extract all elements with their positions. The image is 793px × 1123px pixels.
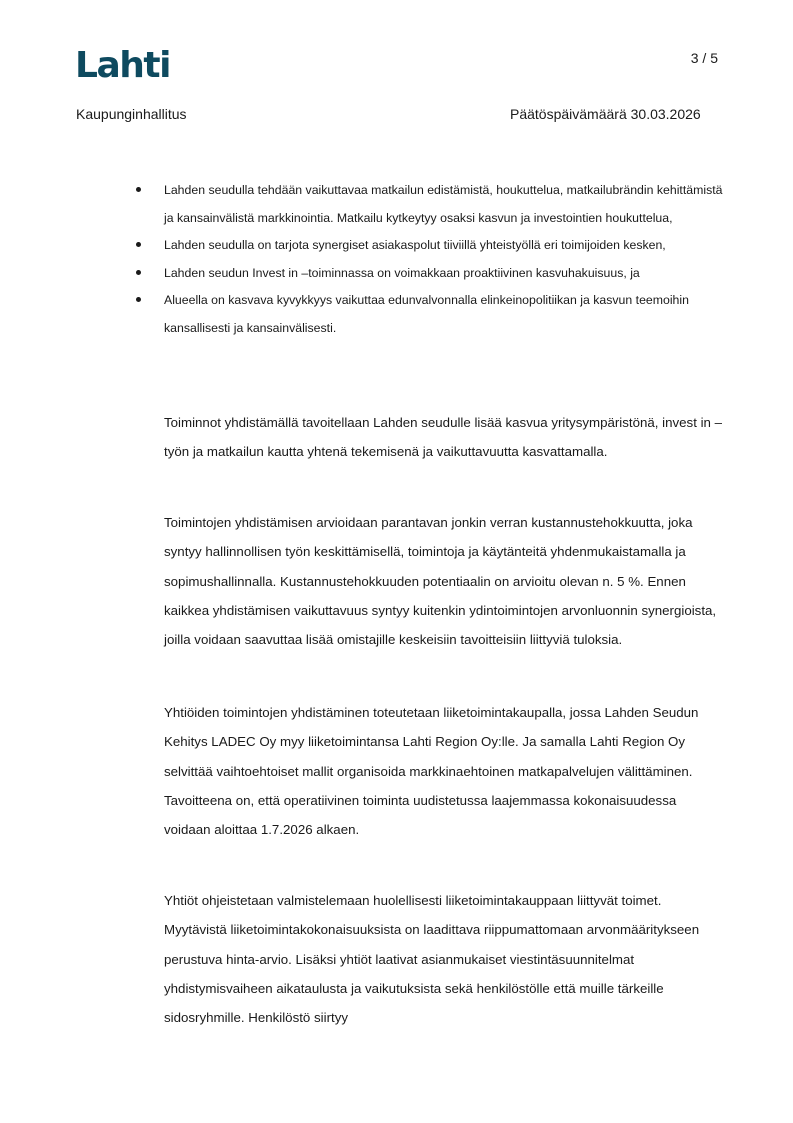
body-paragraph: Yhtiöiden toimintojen yhdistäminen toteutetaan liiketoimintakaupalla, jossa Lahden Seudun Kehitys LADEC Oy myy liiketoimintansa Lahti Region Oy:lle. Ja samalla Lahti Region Oy selvittää vaihtoehtoiset mallit organisoida markkinaehtoinen matkapalvelujen välittäminen. Tavoitteena on, että operatiivinen toiminta uudistetussa laajemmassa kokonaisuudessa voidaan aloittaa 1.7.2026 alkaen. [164,705,699,838]
lahti-logo: Lahti [75,45,170,86]
bullet-item: Alueella on kasvava kyvykkyys vaikuttaa edunvalvonnalla elinkeinopolitiikan ja kasvun teemoihin kansallisesti ja kansainvälisesti. [164,287,724,342]
body-paragraph: Toiminnot yhdistämällä tavoitellaan Lahden seudulle lisää kasvua yritysympäristönä, invest in –työn ja matkailun kautta yhtenä tekemisenä ja vaikuttavuutta kasvattamalla. [164,415,723,460]
decision-date: Päätöspäivämäärä 30.03.2026 [510,106,701,122]
department-name: Kaupunginhallitus [76,106,187,122]
bullet-item: Lahden seudun Invest in –toiminnassa on voimakkaan proaktiivinen kasvuhakuisuus, ja [164,260,724,288]
page-number: 3 / 5 [690,50,718,66]
bullet-item: Lahden seudulla tehdään vaikuttavaa matkailun edistämistä, houkuttelua, matkailubrändin kehittämistä ja kansainvälistä markkinointia. Matkailu kytkeytyy osaksi kasvun ja investointien houkuttelua, [164,177,724,232]
bullet-list [164,177,724,342]
body-paragraph: Yhtiöt ohjeistetaan valmistelemaan huolellisesti liiketoimintakauppaan liittyvät toimet. Myytävistä liiketoimintakokonaisuuksista on laadittava riippumattomaan arvonmääritykseen perustuva hinta-arvio. Lisäksi yhtiöt laativat asianmukaiset viestintäsuunnitelmat yhdistymisvaiheen aikataulusta ja vaikutuksista sekä henkilöstölle että muille tärkeille sidosryhmille. Henkilöstö siirtyy [164,893,700,1026]
body-paragraph: Toimintojen yhdistämisen arvioidaan parantavan jonkin verran kustannustehokkuutta, joka syntyy hallinnollisen työn keskittämisellä, toimintoja ja käytänteitä yhdenmukaistamalla ja sopimushallinnalla. Kustannustehokkuuden potentiaalin on arvioitu olevan n. 5 %. Ennen kaikkea yhdistämisen vaikuttavuus syntyy kuitenkin ydintoimintojen arvonluonnin synergioista, joilla voidaan saavuttaa lisää omistajille keskeisiin tavoitteisiin liittyviä tuloksia. [164,515,717,648]
bullet-item: Lahden seudulla on tarjota synergiset asiakaspolut tiiviillä yhteistyöllä eri toimijoiden kesken, [164,232,724,260]
